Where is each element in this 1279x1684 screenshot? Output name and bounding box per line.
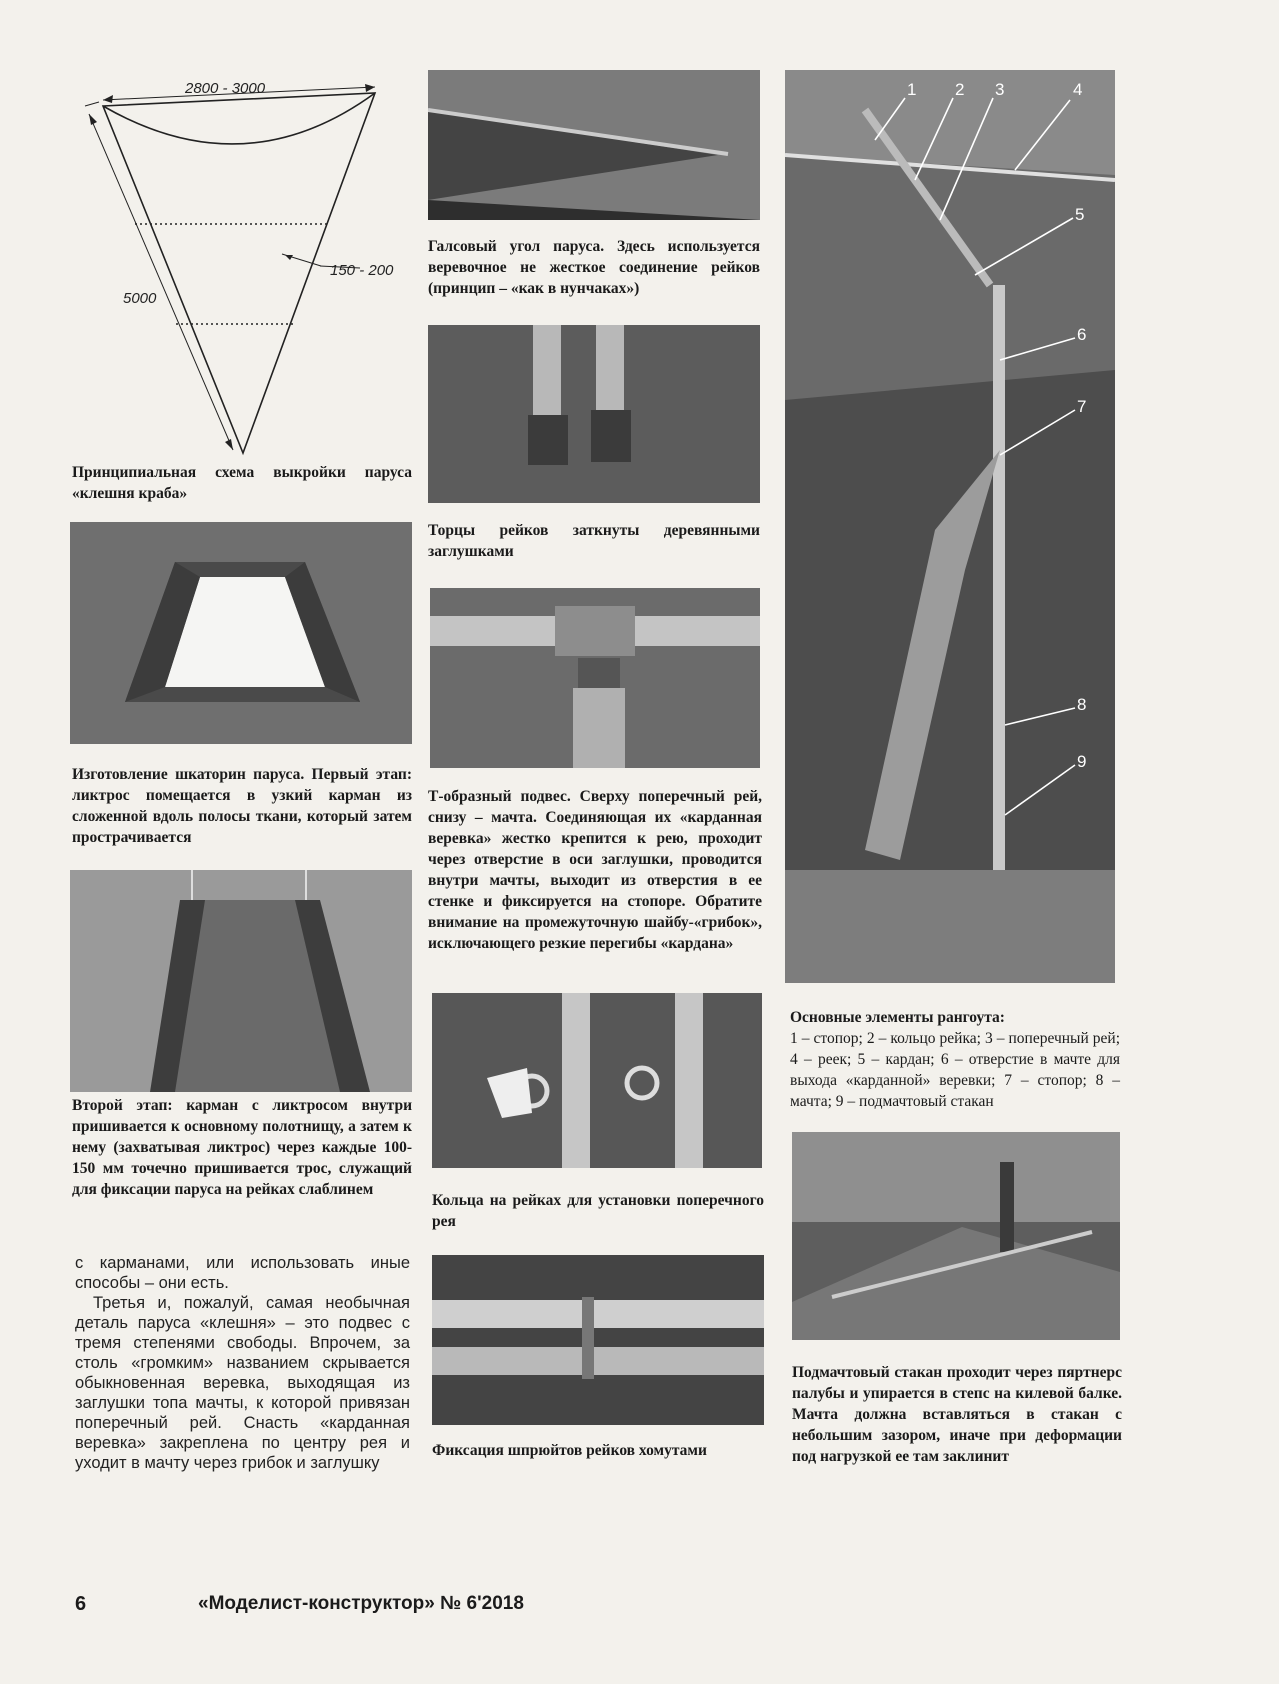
- spar-number-3: 3: [995, 80, 1005, 99]
- photo-mast-step: [792, 1132, 1120, 1340]
- dim-top-label: 2800 - 3000: [185, 80, 266, 97]
- body-text: [75, 1253, 410, 1473]
- sail-pattern-diagram: [75, 78, 415, 458]
- spar-number-2: 2: [955, 80, 965, 99]
- caption-photo-second: Второй этап: карман с ликтросом внутри пришивается к основному полотнищу, а затем к нему (захватывая ликтрос) через каждые 100-150 мм точечно пришивается трос, служащий для фиксации паруса на рейках слаблинем: [72, 1097, 412, 1198]
- spar-number-7: 7: [1077, 397, 1087, 416]
- dim-edge-label: 150 - 200: [330, 262, 394, 279]
- caption-spar-list: 1 – стопор; 2 – кольцо рейка; 3 – поперечный рей; 4 – реек; 5 – кардан; 6 – отверстие в мачте для выхода «карданной» веревки; 7 – стопор; 8 – мачта; 9 – подмачтовый стакан: [790, 1030, 1120, 1110]
- spar-number-1: 1: [907, 80, 917, 99]
- spar-number-6: 6: [1077, 325, 1087, 344]
- photo-clamps: [432, 1255, 764, 1425]
- photo-tee-hanger: [430, 588, 760, 768]
- body-paragraph-1: с карманами, или использовать иные способы – они есть.: [75, 1254, 410, 1292]
- photo-tack-corner: [428, 70, 760, 220]
- caption-diagram: Принципиальная схема выкройки паруса «клешня краба»: [72, 464, 412, 502]
- photo-luff-pocket: [70, 522, 412, 744]
- caption-photo-pocket: Изготовление шкаторин паруса. Первый этап: ликтрос помещается в узкий карман из сложенной вдоль полосы ткани, который затем прострачивается: [72, 766, 412, 846]
- photo-spar-plugs: [428, 325, 760, 503]
- caption-photo-tee: Т-образный подвес. Сверху поперечный рей, снизу – мачта. Соединяющая их «карданная веревка» жестко крепится к рею, проходит через отверстие в оси заглушки, проводится внутри мачты, выходит из отверстия в ее стенке и фиксируется на стопоре. Обратите внимание на промежуточную шайбу-«грибок», исключающего резкие перегибы «кардана»: [428, 788, 762, 952]
- caption-photo-plugs: Торцы рейков заткнуты деревянными заглушками: [428, 522, 760, 560]
- body-paragraph-2: Третья и, пожалуй, самая необычная деталь паруса «клешня» – это подвес с тремя степенями свободы. Впрочем, за столь «громким» названием скрывается обыкновенная веревка, выходящая из заглушки топа мачты, к которой привязан поперечный рей. Снасть «карданная веревка» закреплена по центру рея и уходит в мачту через грибок и заглушку: [75, 1294, 410, 1472]
- spar-number-5: 5: [1075, 205, 1085, 224]
- spar-number-8: 8: [1077, 695, 1087, 714]
- caption-photo-step: Подмачтовый стакан проходит через пяртнерс палубы и упирается в степс на килевой балке. Мачта должна вставляться в стакан с небольшим зазором, иначе при деформации под нагрузкой ее там заклинит: [792, 1364, 1122, 1465]
- magazine-title: «Моделист-конструктор» № 6'2018: [198, 1593, 524, 1614]
- sail-pattern-svg: [75, 78, 415, 458]
- caption-photo-clamps: Фиксация шпрюйтов рейков хомутами: [432, 1442, 707, 1459]
- dim-side-label: 5000: [123, 290, 157, 307]
- spar-number-9: 9: [1077, 752, 1087, 771]
- photo-spar-rings: [432, 993, 762, 1168]
- caption-spar-title: Основные элементы рангоута:: [790, 1009, 1005, 1026]
- caption-photo-tack: Галсовый угол паруса. Здесь используется веревочное не жесткое соединение рейков (принцип – «как в нунчаках»): [428, 238, 760, 297]
- spar-number-4: 4: [1073, 80, 1083, 99]
- page-number: 6: [75, 1593, 87, 1615]
- photo-spar-elements: [785, 70, 1115, 983]
- caption-photo-rings: Кольца на рейках для установки поперечного рея: [432, 1192, 764, 1230]
- photo-second-stage: [70, 870, 412, 1092]
